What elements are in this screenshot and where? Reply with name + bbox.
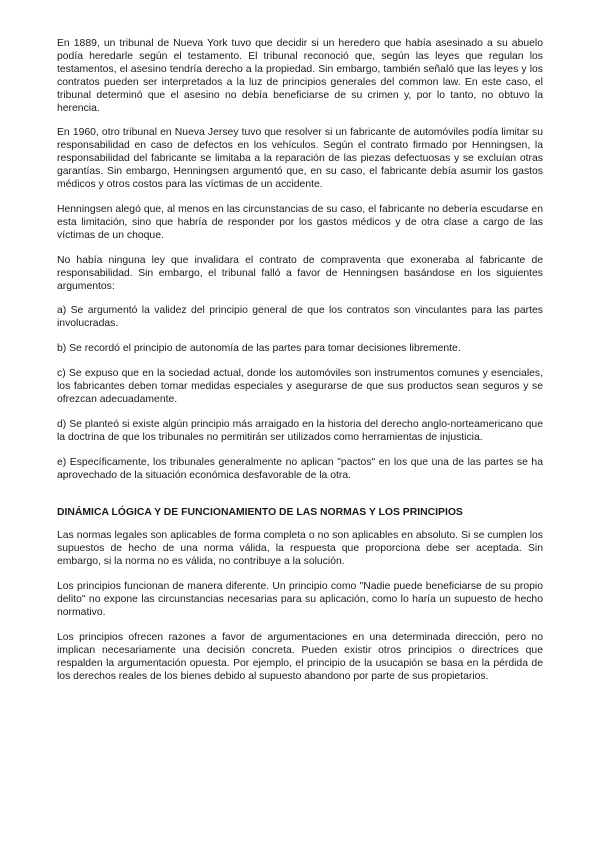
paragraph-principles-differ: Los principios funcionan de manera diferente. Un principio como "Nadie puede beneficiarse de su propio delito" no expone las circunstancias necesarias para su aplicación, como lo haría un supuesto de hecho normativo. <box>57 581 543 618</box>
argument-item-b: b) Se recordó el principio de autonomía de las partes para tomar decisiones libremente. <box>57 343 461 355</box>
paragraph-1889-case: En 1889, un tribunal de Nueva York tuvo que decidir si un heredero que había asesinado a su abuelo podía heredarle según el testamento. El tribunal reconoció que, según las leyes que regulan los testamentos, el asesino tendría derecho a la propiedad. Sin embargo, también señaló que las leyes y los contratos pueden ser interpretados a la luz de principios generales del common law. En este caso, el tribunal determinó que el asesino no debía beneficiarse de su crimen y, por lo tanto, no obtuvo la herencia. <box>57 38 543 114</box>
paragraph-henningsen-claim: Henningsen alegó que, al menos en las circunstancias de su caso, el fabricante no debería escudarse en esta limitación, sino que habría de responder por los gastos médicos y de otra clase a cargo de las víctimas de un choque. <box>57 203 543 241</box>
argument-item-a: a) Se argumentó la validez del principio general de que los contratos son vinculantes para las partes involucradas. <box>57 305 543 330</box>
paragraph-norms: Las normas legales son aplicables de forma completa o no son aplicables en absoluto. Si se cumplen los supuestos de hecho de una norma válida, la respuesta que proporciona debe ser aceptada. Sin embargo, si la norma no es válida, no contribuye a la solución. <box>57 530 543 568</box>
argument-item-e: e) Específicamente, los tribunales generalmente no aplican "pactos" en los que una de las partes se ha aprovechado de la situación económica desfavorable de la otra. <box>57 456 543 481</box>
document-page <box>57 38 543 696</box>
paragraph-principles-reasons: Los principios ofrecen razones a favor de argumentaciones en una determinada dirección, pero no implican necesariamente una decisión concreta. Pueden existir otros principios o directrices que respalden la argumentación opuesta. Por ejemplo, el principio de la usucapión se basa en la pérdida de los derechos reales de los bienes debido al supuesto abandono por parte de sus propietarios. <box>57 631 543 682</box>
argument-item-d: d) Se planteó si existe algún principio más arraigado en la historia del derecho anglo-norteamericano que la doctrina de que los tribunales no permitirán ser utilizados como herramientas de injusticia. <box>57 418 543 443</box>
paragraph-1960-case: En 1960, otro tribunal en Nueva Jersey tuvo que resolver si un fabricante de automóviles podía limitar su responsabilidad en caso de defectos en los vehículos. Según el contrato firmado por Henningsen, la responsabilidad del fabricante se limitaba a la reparación de las piezas defectuosas y se excluían otras garantías. Sin embargo, Henningsen argumentó que, en su caso, el fabricante debía asumir los gastos médicos y otros costos para las víctimas de un accidente. <box>57 127 543 191</box>
argument-item-c: c) Se expuso que en la sociedad actual, donde los automóviles son instrumentos comunes y esenciales, los fabricantes deben tomar medidas especiales y asegurarse de que sus productos sean seguros y se ofrezcan adecuadamente. <box>57 368 543 405</box>
paragraph-no-law: No había ninguna ley que invalidara el contrato de compraventa que exoneraba al fabricante de responsabilidad. Sin embargo, el tribunal falló a favor de Henningsen basándose en los siguientes argumentos: <box>57 254 543 292</box>
section-heading: DINÁMICA LÓGICA Y DE FUNCIONAMIENTO DE LAS NORMAS Y LOS PRINCIPIOS <box>57 507 463 519</box>
